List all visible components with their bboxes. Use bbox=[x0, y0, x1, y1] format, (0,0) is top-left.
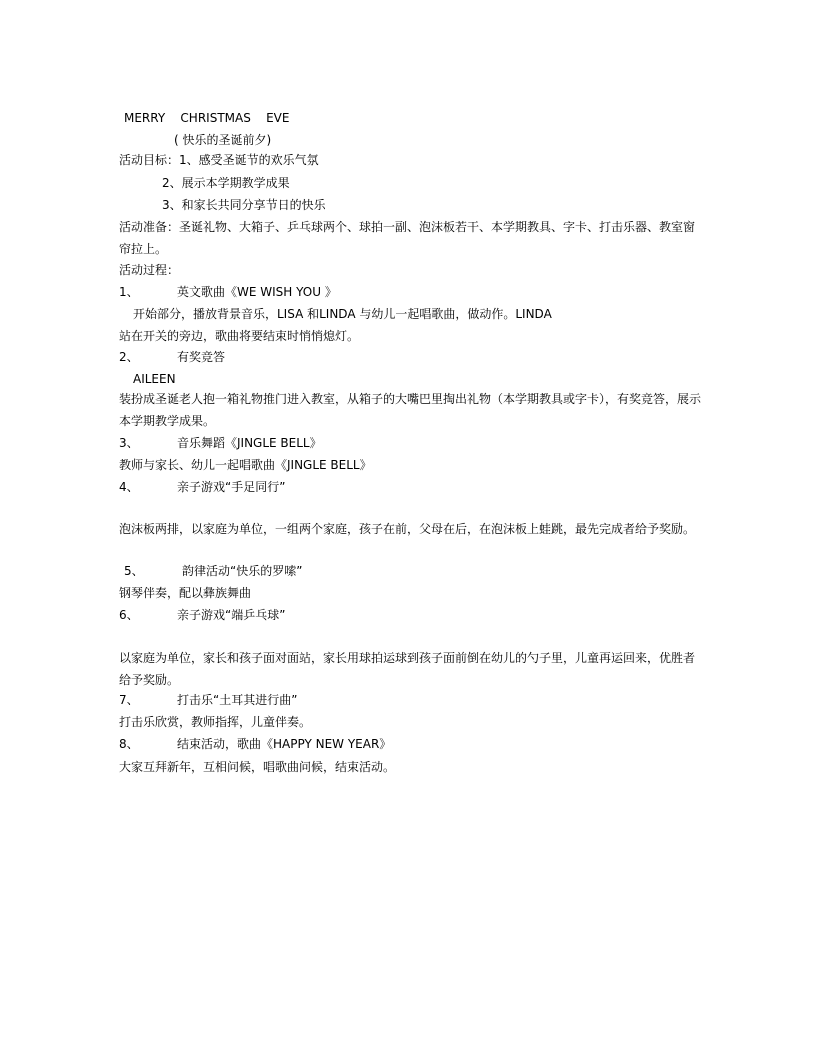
step-6-desc: 以家庭为单位，家长和孩子面对面站，家长用球拍运球到孩子面前倒在幼儿的勺子里，儿童再运回来，优胜者给予奖励。 bbox=[119, 651, 696, 687]
step-2-desc: 装扮成圣诞老人抱一箱礼物推门进入教室，从箱子的大嘴巴里掏出礼物（本学期教具或字卡），有奖竞答，展示本学期教学成果。 bbox=[119, 392, 702, 428]
step-5-title: 韵律活动“快乐的罗嗦” bbox=[182, 564, 303, 578]
step-8-desc: 大家互拜新年，互相问候，唱歌曲问候，结束活动。 bbox=[119, 760, 396, 774]
step-3-number: 3、 bbox=[119, 436, 139, 450]
step-8-number: 8、 bbox=[119, 737, 139, 751]
step-2-number: 2、 bbox=[119, 350, 139, 364]
title-english: MERRY CHRISTMAS EVE bbox=[124, 111, 290, 125]
step-2-title: 有奖竞答 bbox=[177, 350, 226, 364]
step-4-title: 亲子游戏“手足同行” bbox=[177, 480, 286, 494]
step-3-title: 音乐舞蹈《JINGLE BELL》 bbox=[177, 436, 322, 450]
step-7-desc: 打击乐欣赏，教师指挥，儿童伴奏。 bbox=[119, 715, 312, 729]
goals-line-1: 活动目标：1、感受圣诞节的欢乐气氛 bbox=[119, 153, 319, 167]
goals-line-2: 2、展示本学期教学成果 bbox=[162, 176, 290, 190]
step-7-title: 打击乐“土耳其进行曲” bbox=[177, 693, 298, 707]
step-2-name: AILEEN bbox=[133, 372, 176, 386]
step-3-desc: 教师与家长、幼儿一起唱歌曲《JINGLE BELL》 bbox=[119, 458, 372, 472]
step-4-desc: 泡沫板两排，以家庭为单位，一组两个家庭，孩子在前，父母在后，在泡沫板上蛙跳，最先完成者给予奖励。 bbox=[119, 522, 696, 536]
process-label: 活动过程： bbox=[119, 263, 180, 277]
step-8-title: 结束活动，歌曲《HAPPY NEW YEAR》 bbox=[177, 737, 392, 751]
preparation-paragraph: 活动准备：圣诞礼物、大箱子、乒乓球两个、球拍一副、泡沫板若干、本学期教具、字卡、打击乐器、教室窗帘拉上。 bbox=[119, 220, 696, 256]
step-1-desc-b: 站在开关的旁边，歌曲将要结束时悄悄熄灯。 bbox=[119, 329, 360, 343]
step-1-desc-a: 开始部分，播放背景音乐，LISA 和LINDA 与幼儿一起唱歌曲，做动作。LINDA bbox=[133, 307, 552, 321]
step-6-number: 6、 bbox=[119, 608, 139, 622]
step-6-title: 亲子游戏“端乒乓球” bbox=[177, 608, 286, 622]
step-7-number: 7、 bbox=[119, 693, 139, 707]
step-5-desc: 钢琴伴奏，配以彝族舞曲 bbox=[119, 586, 252, 600]
step-1-title: 英文歌曲《WE WISH YOU 》 bbox=[177, 285, 337, 299]
step-1-number: 1、 bbox=[119, 285, 139, 299]
title-chinese: ( 快乐的圣诞前夕) bbox=[174, 133, 272, 147]
goals-line-3: 3、和家长共同分享节日的快乐 bbox=[162, 198, 326, 212]
step-5-number: 5、 bbox=[124, 564, 144, 578]
step-4-number: 4、 bbox=[119, 480, 139, 494]
